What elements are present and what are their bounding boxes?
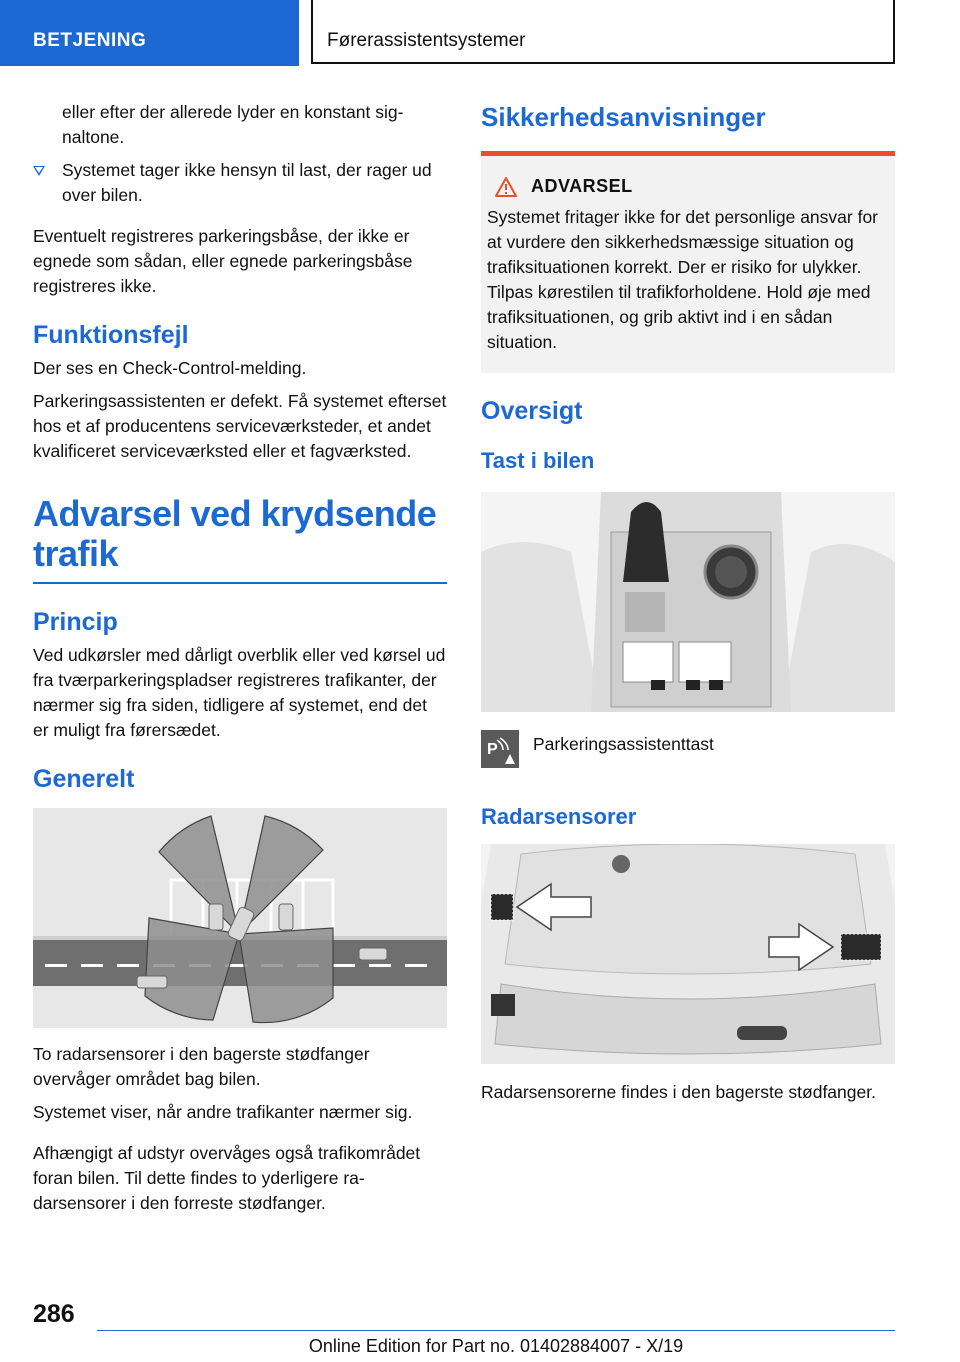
button-legend-text: Parkeringsassistenttast bbox=[533, 734, 714, 754]
svg-text:P: P bbox=[487, 741, 498, 758]
cross-traffic-illustration bbox=[33, 808, 447, 1028]
button-legend bbox=[481, 730, 895, 768]
heading-button-in-car: Tast i bilen bbox=[481, 448, 595, 473]
right-column bbox=[481, 100, 895, 1113]
heading-principle: Princip bbox=[33, 608, 118, 636]
paragraph: Systemet viser, når andre trafikanter nærmer sig. bbox=[33, 1102, 413, 1122]
header-section-tab bbox=[0, 0, 299, 66]
header-chapter-label: Førerassistentsystemer bbox=[327, 30, 526, 51]
paragraph: To radarsensorer i den bagerste stødfanger overvåger området bag bilen. bbox=[33, 1044, 370, 1089]
bullet-continuation-text: eller efter der allerede lyder en konstant signaltone. bbox=[62, 102, 404, 147]
heading-overview: Oversigt bbox=[481, 397, 583, 425]
paragraph: Der ses en Check-Control-melding. bbox=[33, 358, 307, 378]
paragraph: Afhængigt af udstyr overvåges også trafikområdet foran bilen. Til dette findes to yderligere radarsensorer i den forreste stødfanger. bbox=[33, 1143, 421, 1213]
heading-malfunction: Funktionsfejl bbox=[33, 321, 189, 349]
bullet-triangle-icon bbox=[33, 166, 45, 176]
footer-edition: Online Edition for Part no. 01402884007 - X/19 bbox=[308, 1336, 684, 1356]
header-section-label: BETJENING bbox=[33, 30, 147, 51]
bullet-item bbox=[33, 158, 447, 208]
warning-triangle-icon bbox=[495, 177, 517, 197]
paragraph: Radarsensorerne findes i den bagerste stødfanger. bbox=[481, 1082, 876, 1102]
rear-bumper-photo bbox=[481, 844, 895, 1064]
warning-title-text: ADVARSEL bbox=[531, 176, 633, 196]
paragraph: Parkeringsassistenten er defekt. Få systemet efterset hos et af producentens serviceværksteder, et andet kvalificeret serviceværksted eller et fagværksted. bbox=[33, 391, 447, 461]
header-chapter-tab bbox=[311, 0, 895, 64]
left-column bbox=[33, 100, 447, 1224]
bullet-continuation bbox=[33, 100, 447, 150]
heading-radar-sensors: Radarsensorer bbox=[481, 804, 637, 829]
heading-cross-traffic: Advarsel ved krydsende trafik bbox=[33, 494, 447, 584]
center-console-photo bbox=[481, 492, 895, 712]
page-number: 286 bbox=[33, 1300, 75, 1328]
parking-assistant-button-icon bbox=[481, 730, 519, 768]
bullet-text: Systemet tager ikke hensyn til last, der rager ud over bilen. bbox=[62, 160, 432, 205]
heading-general: Generelt bbox=[33, 765, 135, 793]
paragraph: Ved udkørsler med dårligt overblik eller ved kørsel ud fra tværparkeringspladser registreres trafikanter, der nærmer sig fra siden, tidligere af systemet, end det er muligt fra førersædet. bbox=[33, 645, 446, 740]
warning-title bbox=[495, 176, 887, 197]
heading-safety: Sikkerhedsanvisninger bbox=[481, 102, 766, 132]
warning-text: Systemet fritager ikke for det personlige ansvar for at vurdere den sikkerhedsmæssige situation og trafiksituationen korrekt. Der er risiko for ulykker. Tilpas kørestilen til trafikforholdene. Hold øje med trafiksituationen, og grib aktivt ind i en sådan situation. bbox=[487, 207, 879, 352]
paragraph: Eventuelt registreres parkeringsbåse, der ikke er egnede som sådan, eller egnede parkeringsbåse registreres ikke. bbox=[33, 226, 413, 296]
footer-divider bbox=[97, 1330, 895, 1331]
warning-box bbox=[481, 151, 895, 373]
